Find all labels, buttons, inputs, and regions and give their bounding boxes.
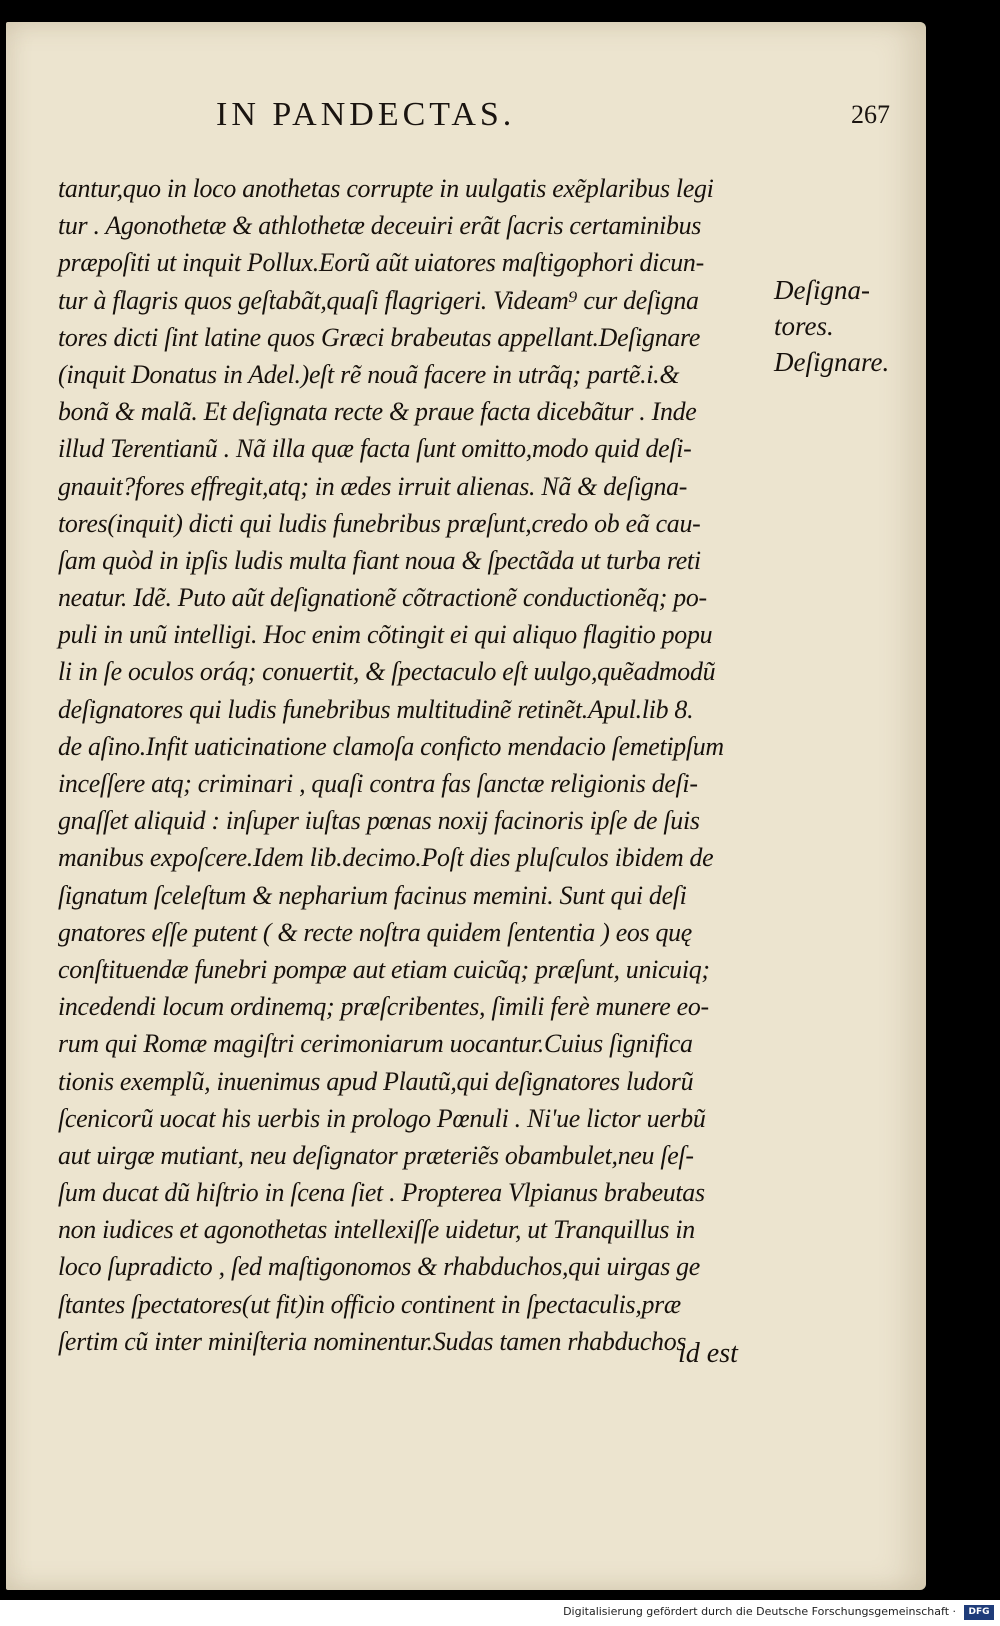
text-line: tores(inquit) dicti qui ludis funebribus præſunt,credo ob eã cau- (58, 508, 701, 538)
text-line: illud Terentianũ . Nã illa quæ facta ſunt omitto,modo quid deſi- (58, 434, 692, 464)
text-line: ſcenicorũ uocat his uerbis in prologo Pœnuli . Ni'ue lictor uerbũ (58, 1103, 706, 1133)
text-line: rum qui Romæ magiſtri cerimoniarum uocantur.Cuius ſignifica (58, 1029, 693, 1059)
text-line: conſtituendæ funebri pompæ aut etiam cuicũq; præſunt, unicuiq; (58, 954, 710, 984)
text-line: loco ſupradicto , ſed maſtigonomos & rhabduchos,qui uirgas ge (58, 1252, 700, 1282)
text-line: tur . Agonothetæ & athlothetæ deceuiri erãt ſacris certaminibus (58, 211, 702, 241)
margin-note: tores. (774, 311, 834, 341)
text-line: tionis exemplũ, inuenimus apud Plautũ,qui deſignatores ludorũ (58, 1066, 694, 1096)
text-line: tur à flagris quos geſtabãt,quaſi flagrigeri. Videam⁹ cur deſigna (58, 285, 699, 315)
margin-note: Deſigna- (774, 275, 870, 305)
text-line: ſtantes ſpectatores(ut fit)in officio continent in ſpectaculis,præ (58, 1289, 681, 1319)
running-title: IN PANDECTAS. (216, 96, 516, 133)
text-line: de aſino.Infit uaticinatione clamoſa confictο mendacio ſemetipſum (58, 731, 724, 761)
text-line: gnaſſet aliquid : inſuper iuſtas pœnas noxij facinoris ipſe de ſuis (58, 806, 700, 836)
text-line: puli in unũ intelligi. Hoc enim cõtingit ei qui aliquo flagitio popu (58, 620, 713, 650)
catchword: id est (678, 1338, 738, 1369)
text-line: aut uirgæ mutiant, neu deſignator præteriẽs obambulet,neu ſeſ- (58, 1140, 694, 1170)
text-line: inceſſere atq; criminari , quaſi contra fas ſanctæ religionis deſi- (58, 769, 698, 798)
text-line: ſum ducat dũ hiſtrio in ſcena ſiet . Propterea Vlpianus brabeutas (58, 1178, 705, 1208)
text-line: gnauit?fores effregit,atq; in ædes irruit alienas. Nã & deſigna- (58, 471, 688, 501)
text-line: ſignatum ſceleſtum & nepharium facinus memini. Sunt qui deſi (58, 880, 687, 910)
footer-bar (0, 1600, 1000, 1626)
text-line: ſertim cũ inter miniſteria nominentur.Sudas tamen rhabduchos (58, 1326, 687, 1356)
text-line: tores dicti ſint latine quos Græci brabeutas appellant.Deſignare (58, 322, 701, 352)
funding-credit: Digitalisierung gefördert durch die Deutsche Forschungsgemeinschaft · (563, 1605, 956, 1618)
text-line: bonã & malã. Et deſignata recte & praue facta dicebãtur . Inde (58, 397, 697, 427)
text-line: manibus expoſcere.Idem lib.decimo.Poſt dies pluſculos ibidem de (58, 843, 714, 873)
margin-note: Deſignare. (774, 347, 890, 377)
text-line: incedendi locum ordinemq; præſcribentes, ſimili ferè munere eo- (58, 992, 709, 1022)
text-line: li in ſe oculos oráq; conuertit, & ſpectaculo eſt uulgo,quẽadmodũ (58, 657, 716, 687)
page-number: 267 (851, 100, 890, 129)
text-line: præpoſiti ut inquit Pollux.Eorũ aũt uiatores maſtigophori dicun- (58, 248, 704, 278)
text-line: gnatores eſſe putent ( & recte noſtra quidem ſententia ) eos quę (58, 917, 693, 947)
text-line: ſam quòd in ipſis ludis multa fiant noua & ſpectãda ut turba reti (58, 545, 701, 575)
body-text (58, 170, 773, 1360)
text-line: deſignatores qui ludis funebribus multitudinẽ retinẽt.Apul.lib 8. (58, 694, 694, 724)
margin-notes (774, 272, 924, 380)
text-line: tantur,quo in loco anothetas corrupte in uulgatis exẽplaribus legi (58, 174, 714, 203)
text-line: non iudices et agonothetas intellexiſſe uidetur, ut Tranquillus in (58, 1215, 695, 1245)
text-line: neatur. Idẽ. Puto aũt deſignationẽ cõtractionẽ conductionẽq; po- (58, 583, 707, 613)
book-page (6, 22, 926, 1590)
text-line: (inquit Donatus in Adel.)eſt rẽ nouã facere in utrãq; partẽ.i.& (58, 359, 680, 389)
dfg-logo-icon: DFG (964, 1605, 994, 1620)
page-header (6, 96, 926, 140)
